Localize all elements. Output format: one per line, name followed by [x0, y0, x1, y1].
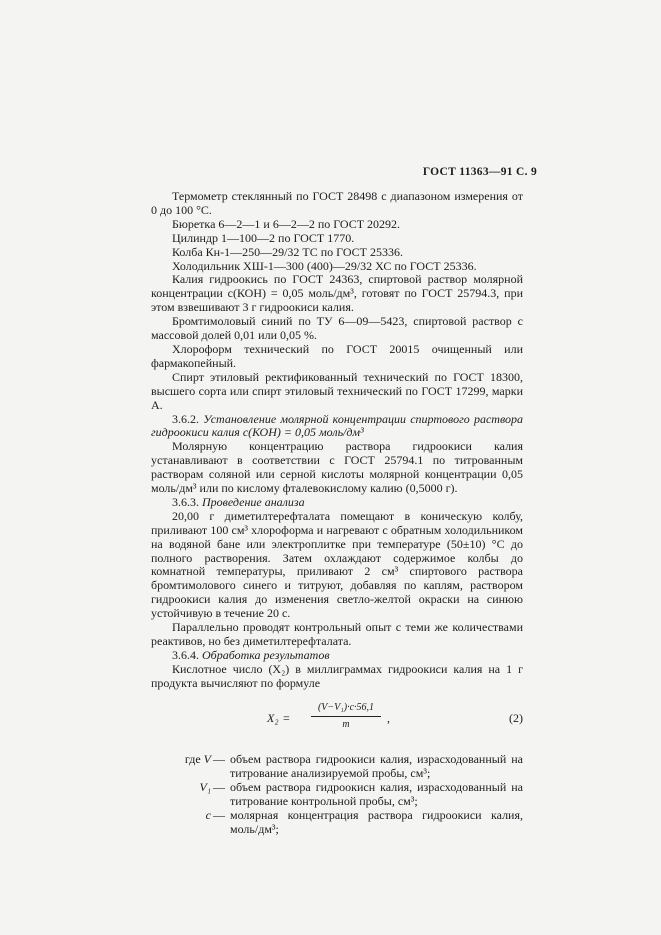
definitions-list [151, 753, 523, 837]
formula-comma: , [387, 710, 390, 725]
page-number: С. 9 [515, 166, 537, 178]
definition-symbol: V₁ [199, 779, 211, 794]
section-title: Проведение анализа [202, 494, 305, 509]
definition-text: объем раствора гидроокисн калия, израсходованный на титрование контрольной пробы, см³; [230, 779, 523, 808]
para-thermometer: Термометр стеклянный по ГОСТ 28498 с диапазоном измерения от 0 до 100 °С. [151, 189, 523, 217]
definition-dash: — [213, 751, 225, 766]
section-number: 3.6.2. [172, 411, 199, 426]
definition-text: объем раствора гидроокиси калия, израсходованный на титрование анализируемой пробы, см³; [230, 751, 523, 780]
section-3-6-4 [151, 649, 523, 663]
para-ethanol: Спирт этиловый ректификованный технический по ГОСТ 18300, высшего сорта или спирт этиловый технический по ГОСТ 17299, марки А. [151, 369, 523, 412]
para-potassium-hydroxide: Калия гидроокись по ГОСТ 24363, спиртовой раствор молярной концентрации с(КОН) = 0,05 моль/дм³, готовят по ГОСТ 25794.3, при этом взвешивают 3 г гидроокиси калия. [151, 272, 523, 315]
document-body [151, 190, 523, 837]
section-title: Установление молярной концентрации спиртового раствора гидроокиси калия с(КОН) = 0,05 моль/дм³ [151, 411, 524, 440]
para-control: Параллельно проводят контрольный опыт с теми же количествами реактивов, но без диметилтерефталата. [151, 620, 523, 648]
para-molar-concentration: Молярную концентрацию раствора гидроокиси калия устанавливают в соответствии с ГОСТ 25794.1 по титрованным растворам соляной или серной кислоты молярной концентрации 0,05 моль/дм³ или по кислому фталевокислому калию (0,5000 г). [151, 439, 523, 496]
para-cylinder: Цилиндр 1—100—2 по ГОСТ 1770. [172, 230, 355, 245]
para-analysis: 20,00 г диметилтерефталата помещают в коническую колбу, приливают 100 см³ хлороформа и нагревают с обратным холодильником на водяной бане или электроплитке при температуре (50±10) °С до полного растворения. Затем охлаждают содержимое колбы до комнатной температуры, приливают 2 см³ спиртового раствора бромтимолового синего и титруют, добавляя по каплям, раствором гидроокиси калия до изменения светло-желтой окраски на синюю устойчивую в течение 20 с. [151, 508, 523, 621]
definition-dash: — [213, 779, 225, 794]
definition-symbol: где V [184, 751, 211, 766]
para-flask: Колба Кн-1—250—29/32 ТС по ГОСТ 25336. [172, 244, 403, 259]
definition-item [151, 753, 523, 781]
section-number: 3.6.3. [172, 494, 199, 509]
section-title: Обработка результатов [202, 647, 330, 662]
definition-dash: — [213, 807, 225, 822]
definition-symbol: c [205, 807, 211, 822]
formula-denominator: m [342, 718, 350, 730]
section-3-6-2 [151, 413, 523, 441]
definition-item [151, 809, 523, 837]
standard-code: ГОСТ 11363—91 [422, 166, 513, 178]
formula-2 [151, 701, 523, 741]
definition-item [151, 781, 523, 809]
formula-number: (2) [509, 710, 523, 725]
formula-fraction [311, 701, 381, 732]
para-chloroform: Хлороформ технический по ГОСТ 20015 очищенный или фармакопейный. [151, 341, 523, 370]
para-acid-number: Кислотное число (X₂) в миллиграммах гидроокиси калия на 1 г продукта вычисляют по формуле [151, 661, 523, 690]
formula-equals: = [283, 710, 290, 725]
para-bromothymol: Бромтимоловый синий по ТУ 6—09—5423, спиртовой раствор с массовой долей 0,01 или 0,05 %. [151, 314, 523, 343]
para-condenser: Холодильник ХШ-1—300 (400)—29/32 ХС по ГОСТ 25336. [172, 258, 477, 273]
section-number: 3.6.4. [172, 647, 199, 662]
definition-text: молярная концентрация раствора гидроокиси калия, моль/дм³; [230, 807, 523, 836]
formula-numerator: (V−V₁)·c·56,1 [311, 701, 381, 717]
page-header [423, 166, 537, 178]
section-3-6-3 [151, 496, 523, 510]
para-burette: Бюретка 6—2—1 и 6—2—2 по ГОСТ 20292. [172, 216, 401, 231]
formula-lhs: X₂ [267, 710, 279, 725]
